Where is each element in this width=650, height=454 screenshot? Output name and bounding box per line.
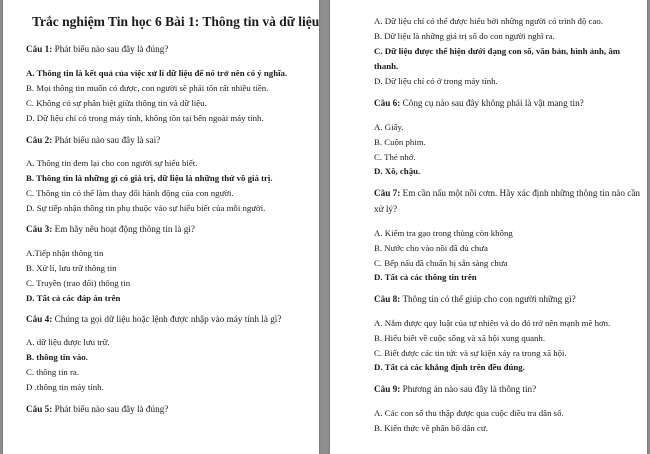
answer-option: C. thông tin ra.: [26, 367, 80, 377]
answer-option: B. Mọi thông tin muốn có được, con người sẽ phải tốn rất nhiều tiền.: [26, 83, 269, 93]
document-page-left: [3, 0, 319, 454]
question-text: Phát biểu nào sau đây là đúng?: [54, 404, 169, 414]
question-label: Câu 8:: [374, 294, 401, 304]
answer-option: A. Thông tin đem lại cho con người sự hiểu biết.: [26, 158, 198, 168]
answer-option: A. Giấy.: [374, 122, 404, 132]
answer-option: C. Biết được các tin tức và sự kiện xảy ra trong xã hội.: [374, 348, 567, 358]
answer-option: A. Kiểm tra gạo trong thùng còn không: [374, 228, 513, 238]
question-text: Phát biểu nào sau đây là sai?: [54, 135, 161, 145]
question-label: Câu 3:: [26, 224, 53, 234]
answer-option: D. Dữ liệu chỉ có trong máy tính, không tồn tại bên ngoài máy tính.: [26, 113, 264, 123]
answer-option: B. Thông tin là những gì có giá trị, dữ liệu là những thứ vô giá trị.: [26, 173, 273, 183]
question-label: Câu 2:: [26, 135, 53, 145]
question-9: [374, 384, 536, 394]
question-8: [374, 294, 576, 304]
answer-option: D. Dữ liệu chỉ có ở trong máy tính.: [374, 76, 498, 86]
question-4: [26, 314, 281, 324]
question-text: Phát biểu nào sau đây là đúng?: [54, 44, 169, 54]
question-2: [26, 135, 160, 145]
answer-option: D. Tất cả các thông tin trên: [374, 272, 477, 282]
question-3: [26, 224, 195, 234]
answer-option: B. thông tin vào.: [26, 352, 88, 362]
question-7-continued: xử lý?: [374, 204, 398, 214]
question-label: Câu 9:: [374, 384, 401, 394]
answer-option: A. Nắm được quy luật của tự nhiên và do đó trở nên mạnh mẽ hơn.: [374, 318, 611, 328]
answer-option: C. Bếp nấu đã chuẩn bị sẵn sàng chưa: [374, 258, 508, 268]
question-text: Công cụ nào sau đây không phải là vật mang tin?: [402, 98, 584, 108]
answer-option: B. Nước cho vào nồi đã đủ chưa: [374, 243, 488, 253]
answer-option: D .thông tin máy tính.: [26, 382, 104, 392]
answer-option: B. Xử lí, lưu trữ thông tin: [26, 263, 117, 273]
answer-option: C. Thông tin có thể làm thay đổi hành động của con người.: [26, 188, 234, 198]
answer-option-continued: thanh.: [374, 61, 399, 71]
answer-option: B. Dữ liệu là những giá trị số do con người nghĩ ra.: [374, 31, 555, 41]
answer-option: C. Dữ liệu được thể hiện dưới dạng con số, văn bản, hình ảnh, âm: [374, 46, 621, 56]
answer-option: D. Sự tiếp nhận thông tin phụ thuộc vào sự hiểu biết của mỗi người.: [26, 203, 266, 213]
question-1: [26, 44, 168, 54]
question-label: Câu 4:: [26, 314, 53, 324]
answer-option: A.Tiếp nhận thông tin: [26, 248, 104, 258]
question-text: Chúng ta gọi dữ liệu hoặc lệnh được nhập vào máy tính là gì?: [54, 314, 282, 324]
question-text: Thông tin có thể giúp cho con người những gì?: [402, 294, 576, 304]
answer-option: A. Dữ liệu chỉ có thể được hiểu bởi những người có trình độ cao.: [374, 16, 603, 26]
answer-option: D. Xô, chậu.: [374, 166, 421, 176]
answer-option: D. Tất cả các khẳng định trên đều đúng.: [374, 362, 525, 372]
question-label: Câu 7:: [374, 188, 401, 198]
question-label: Câu 6:: [374, 98, 401, 108]
question-7: [374, 188, 640, 198]
answer-option: C. Truyền (trao đổi) thông tin: [26, 278, 131, 288]
answer-option: C. Không có sự phân biệt giữa thông tin và dữ liệu.: [26, 98, 207, 108]
question-text: Em cần nấu một nồi cơm. Hãy xác định những thông tin nào cần: [402, 188, 641, 198]
question-label: Câu 5:: [26, 404, 53, 414]
answer-option: A. Các con số thu thập được qua cuộc điều tra dân số.: [374, 408, 564, 418]
answer-option: B. Hiểu biết về cuộc sống và xã hội xung quanh.: [374, 333, 546, 343]
document-page-right: [330, 0, 647, 454]
question-5: [26, 404, 168, 414]
answer-option: B. Cuộn phim.: [374, 137, 426, 147]
question-text: Em hãy nêu hoạt động thông tin là gì?: [54, 224, 195, 234]
answer-option: A. dữ liệu được lưu trữ.: [26, 337, 110, 347]
question-text: Phương án nào sau đây là thông tin?: [402, 384, 537, 394]
answer-option: C. Thẻ nhớ.: [374, 152, 416, 162]
question-label: Câu 1:: [26, 44, 53, 54]
question-6: [374, 98, 584, 108]
answer-option: D. Tất cả các đáp án trên: [26, 293, 121, 303]
answer-option: A. Thông tin là kết quả của việc xử lí dữ liệu để nó trở nên có ý nghĩa.: [26, 68, 288, 78]
document-title: Trắc nghiệm Tin học 6 Bài 1: Thông tin và dữ liệu: [32, 14, 319, 29]
answer-option: B. Kiến thức về phân bố dân cư.: [374, 423, 488, 433]
